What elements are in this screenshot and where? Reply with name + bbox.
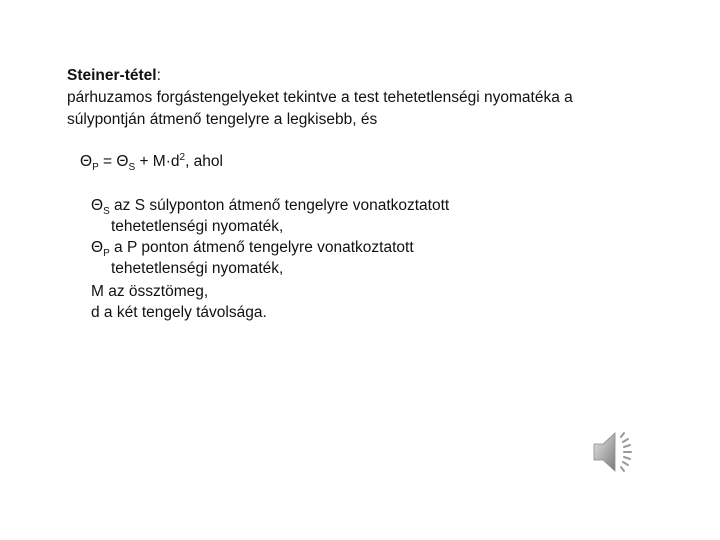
formula-tail: , ahol xyxy=(185,153,223,170)
def-theta-s-text: az S súlyponton átmenő tengelyre vonatkoztatott xyxy=(109,197,450,214)
definition-theta-s-cont: tehetetlenségi nyomaték, xyxy=(111,218,284,235)
formula-exponent: 2 xyxy=(179,151,186,163)
definition-theta-s xyxy=(91,196,449,216)
speaker-icon-graphic xyxy=(590,426,642,478)
title-line xyxy=(67,66,161,86)
formula-sub-p: P xyxy=(92,162,99,174)
def-theta-p-sub: P xyxy=(103,248,110,260)
formula-mass-term: + M·d xyxy=(135,153,180,170)
steiner-formula xyxy=(80,152,223,172)
definition-theta-p-cont: tehetetlenségi nyomaték, xyxy=(111,260,284,277)
slide-title: Steiner-tétel xyxy=(67,67,157,84)
def-theta-p-symbol: Θ xyxy=(91,239,104,256)
intro-line-1: párhuzamos forgástengelyeket tekintve a test tehetetlenségi nyomatéka a xyxy=(67,89,573,106)
definition-mass: M az össztömeg, xyxy=(91,283,209,300)
formula-theta-p: Θ xyxy=(80,153,93,170)
formula-equals: = xyxy=(98,153,117,170)
intro-line-2: súlypontján átmenő tengelyre a legkisebb, és xyxy=(67,111,378,128)
definition-distance: d a két tengely távolsága. xyxy=(91,304,267,321)
speaker-icon[interactable] xyxy=(590,426,642,478)
definition-theta-p xyxy=(91,238,414,258)
formula-sub-s: S xyxy=(128,162,136,174)
title-colon: : xyxy=(156,67,161,84)
def-theta-s-sub: S xyxy=(103,206,110,218)
def-theta-s-symbol: Θ xyxy=(91,197,104,214)
formula-theta-s: Θ xyxy=(116,153,129,170)
def-theta-p-text: a P ponton átmenő tengelyre vonatkoztatott xyxy=(109,239,414,256)
